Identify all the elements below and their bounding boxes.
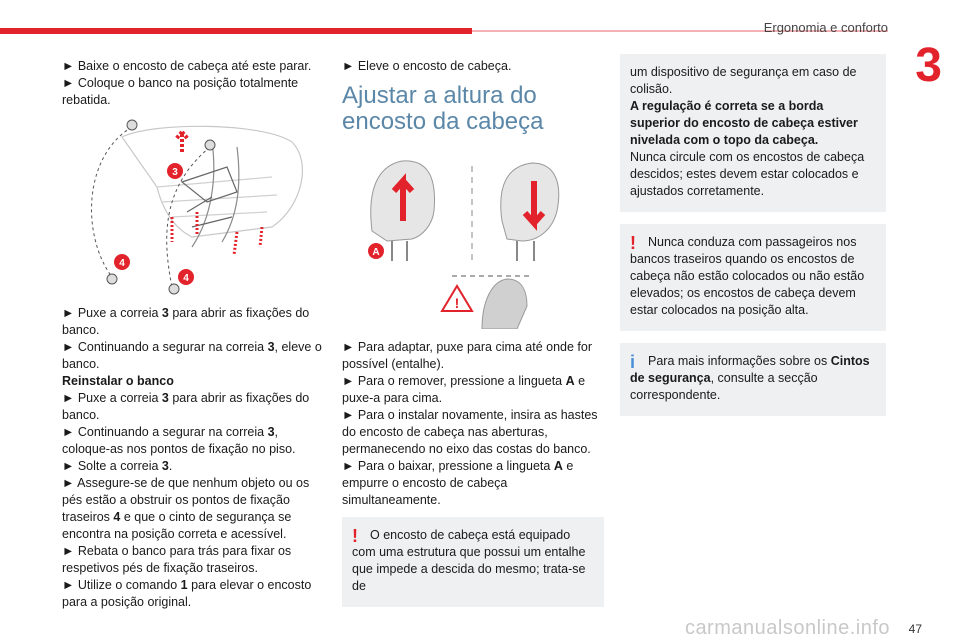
- headrest-warning-note: [342, 517, 604, 607]
- warning-triangle-icon: !: [454, 295, 460, 311]
- note-bold-text: A regulação é correta se a borda superior do encosto de cabeça estiver nivelada com o topo da cabeça.: [630, 99, 858, 147]
- instruction-step: ► Para adaptar, puxe para cima até onde for possível (entalhe).: [342, 340, 593, 371]
- callout-4a-label: 4: [119, 258, 125, 269]
- passenger-warning-text: Nunca conduza com passageiros nos bancos traseiros quando os encostos de cabeça não estão colocados ou não estão elevados; os encostos de cabeça devem estar colocados na posição alta.: [630, 235, 865, 317]
- headrest-illustration: [342, 151, 604, 329]
- warning-icon: !: [630, 233, 636, 253]
- section-title: Ergonomia e conforto: [763, 20, 888, 35]
- page-number: 47: [908, 622, 922, 636]
- watermark: carmanualsonline.info: [684, 617, 890, 639]
- header-accent-bar: [0, 28, 472, 34]
- remove-steps: [62, 305, 324, 373]
- instruction-step: ► Puxe a correia 3 para abrir as fixações do banco.: [62, 391, 310, 422]
- info-icon: i: [630, 352, 636, 372]
- info-post: , consulte a secção correspondente.: [630, 371, 818, 402]
- info-note: [620, 343, 886, 416]
- column-middle: [342, 58, 604, 607]
- callout-4b-label: 4: [183, 273, 189, 284]
- headrest-steps: [342, 339, 604, 509]
- reinstall-steps: [62, 390, 324, 611]
- instruction-step: ► Solte a correia 3.: [62, 459, 173, 473]
- column-left: [62, 58, 324, 611]
- instruction-step: ► Para o instalar novamente, insira as hastes do encosto de cabeça nas aberturas, permanecendo no eixo das costas do banco.: [342, 408, 598, 456]
- warning-icon: !: [352, 526, 358, 546]
- instruction-step: ► Continuando a segurar na correia 3, eleve o banco.: [62, 340, 322, 371]
- instruction-step: ► Assegure-se de que nenhum objeto ou os pés estão a obstruir os pontos de fixação traseiros 4 e que o cinto de segurança se encontra na posição correta e acessível.: [62, 476, 310, 541]
- subheading-reinstall: Reinstalar o banco: [62, 374, 174, 388]
- passenger-warning-note: [620, 224, 886, 331]
- raise-step: ► Eleve o encosto de cabeça.: [342, 59, 512, 73]
- callout-a-label: A: [372, 247, 380, 258]
- instruction-step: ► Puxe a correia 3 para abrir as fixações do banco.: [62, 306, 310, 337]
- heading-line-2: encosto da cabeça: [342, 108, 544, 135]
- info-pre: Para mais informações sobre os: [648, 354, 831, 368]
- continued-note: [620, 54, 886, 212]
- instruction-step: ► Rebata o banco para trás para fixar os respetivos pés de fixação traseiros.: [62, 544, 292, 575]
- note-tail-text: Nunca circule com os encostos de cabeça descidos; estes devem estar colocados e ajustados corretamente.: [630, 150, 865, 198]
- intro-step: ► Baixe o encosto de cabeça até este parar.: [62, 59, 312, 73]
- instruction-step: ► Continuando a segurar na correia 3, coloque-as nos pontos de fixação no piso.: [62, 425, 296, 456]
- info-link-label: Cintos de segurança: [630, 354, 870, 385]
- column-right: [620, 54, 886, 416]
- intro-step: ► Coloque o banco na posição totalmente rebatida.: [62, 76, 299, 107]
- heading-line-1: Ajustar a altura do: [342, 82, 537, 109]
- note-continued-text: um dispositivo de segurança em caso de colisão.: [630, 65, 857, 96]
- warning-note-text: O encosto de cabeça está equipado com uma estrutura que possui um entalhe que impede a descida do mesmo; trata-se de: [352, 528, 586, 593]
- instruction-step: ► Para o baixar, pressione a lingueta A e empurre o encosto de cabeça simultaneamente.: [342, 459, 574, 507]
- seat-fold-illustration: [62, 117, 324, 295]
- instruction-step: ► Utilize o comando 1 para elevar o encosto para a posição original.: [62, 578, 312, 609]
- chapter-number: 3: [915, 39, 942, 92]
- instruction-step: ► Para o remover, pressione a lingueta A e puxe-a para cima.: [342, 374, 586, 405]
- callout-3-label: 3: [172, 167, 178, 178]
- info-note-text: [630, 353, 876, 404]
- section-heading: [342, 83, 604, 135]
